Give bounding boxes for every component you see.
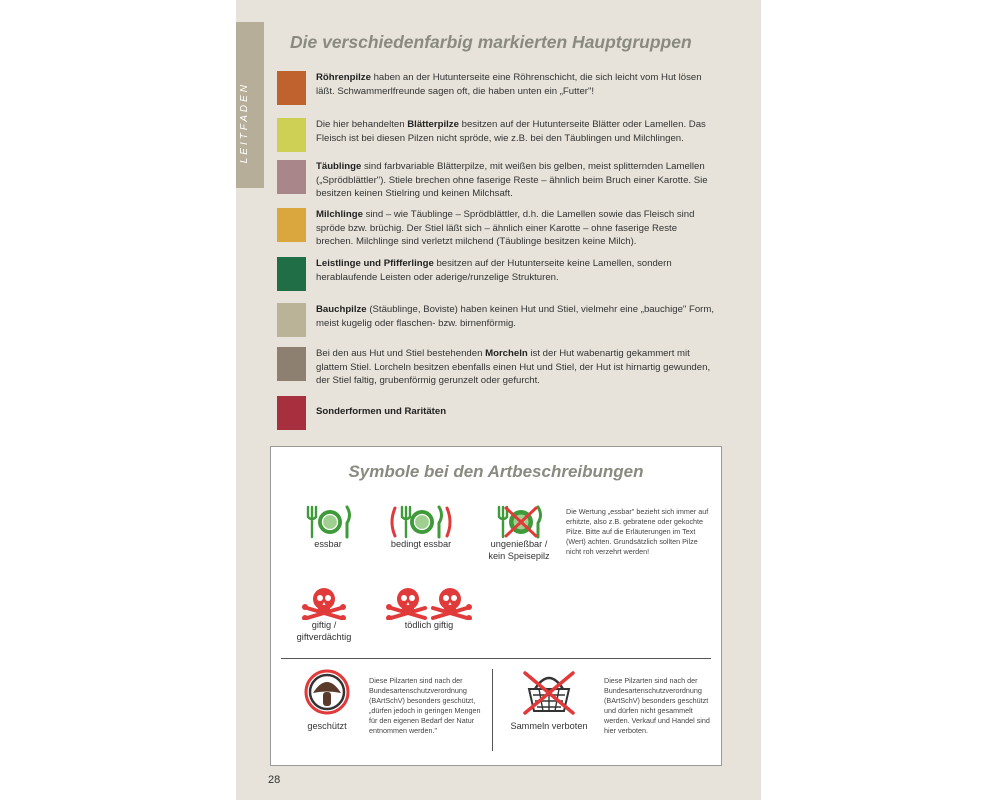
symbol-toedlich-giftig — [383, 586, 475, 632]
symbol-essbar — [293, 505, 363, 551]
symbol-label: giftig / — [311, 620, 337, 630]
color-swatch — [277, 303, 306, 337]
note-essbar: Die Wertung „essbar" bezieht sich immer auf erhitzte, also z.B. gebratene oder gekochte Pilze. Bitte auf die Erläuterungen im Text (Wert) achten. Grundsätzlich sollten Pilze nicht roh verzehrt werden! — [566, 507, 709, 556]
symbol-label: bedingt essbar — [390, 539, 452, 549]
plate-warning-icon — [389, 505, 453, 539]
group-title: Bauchpilze — [316, 304, 367, 315]
page-heading: Die verschiedenfarbig markierten Hauptgruppen — [290, 32, 692, 52]
plate-icon — [303, 505, 353, 539]
symbol-bedingt-essbar — [381, 505, 461, 551]
symbol-label: ungenießbar / — [490, 539, 548, 549]
color-swatch — [277, 396, 306, 430]
symbols-heading: Symbole bei den Artbeschreibungen — [348, 462, 644, 481]
group-desc: (Stäublinge, Boviste) haben keinen Hut und Stiel, vielmehr eine „bauchige" Form, meist kugelig oder flaschen- bzw. birnenförmig. — [316, 304, 715, 329]
divider — [281, 658, 711, 659]
plate-crossed-icon — [494, 505, 544, 539]
group-desc: ist der Hut wabenartig gekammert mit glattem Stiel. Lorcheln besitzen ebenfalls einen Hut und Stiel, der Hut ist hirnartig gewunden, der Stiel faltig, grubenförmig gerunzelt oder gefurcht. — [316, 348, 711, 386]
group-text — [316, 118, 716, 145]
group-desc: besitzen auf der Hutunterseite Blätter oder Lamellen. Das Fleisch ist bei diesen Pilzen nicht spröde, wie z.B. bei den Täublingen und Milchlingen. — [316, 119, 706, 144]
symbol-label: kein Speisepilz — [488, 550, 550, 561]
group-text — [316, 405, 716, 419]
protected-mushroom-icon — [304, 669, 350, 715]
group-text — [316, 257, 716, 284]
group-title: Röhrenpilze — [316, 72, 371, 83]
section-tab — [236, 22, 264, 188]
group-text — [316, 347, 716, 388]
basket-crossed-icon — [519, 669, 579, 715]
group-title: Blätterpilze — [407, 119, 459, 130]
symbol-ungeniessbar — [479, 505, 559, 562]
note-geschuetzt: Diese Pilzarten sind nach der Bundesartenschutzverordnung (BArtSchV) besonders geschützt, „dürfen jedoch in geringen Mengen für den eigenen Bedarf der Natur entnommen werden." — [369, 676, 481, 735]
symbol-label: geschützt — [307, 721, 347, 731]
group-desc: sind – wie Täublinge – Sprödblättler, d.h. die Lamellen sowie das Fleisch sind spröde bzw. brüchig. Der Stiel läßt sich – ähnlich einer Karotte – ohne faserige Reste brechen. Milchlinge sind verletzt milchend (Täublinge besitzen keine Milch). — [316, 209, 695, 247]
group-title: Morcheln — [485, 348, 528, 359]
color-swatch — [277, 160, 306, 194]
double-skull-icon — [386, 586, 472, 620]
group-text — [316, 160, 716, 201]
divider-vertical — [492, 669, 493, 751]
group-pre: Die hier behandelten — [316, 119, 408, 130]
group-desc: besitzen auf der Hutunterseite keine Lamellen, sondern herablaufende Leisten oder aderige/runzelige Strukturen. — [316, 258, 672, 283]
group-title: Täublinge — [316, 161, 362, 172]
symbol-geschuetzt — [301, 669, 353, 733]
skull-icon — [301, 586, 347, 620]
group-title: Milchlinge — [316, 209, 363, 220]
symbol-legend-box — [270, 446, 722, 766]
group-text — [316, 303, 716, 330]
color-swatch — [277, 257, 306, 291]
symbol-label: Sammeln verboten — [510, 721, 588, 731]
group-text — [316, 208, 716, 249]
note-sammeln: Diese Pilzarten sind nach der Bundesartenschutzverordnung (BArtSchV) besonders geschützt und dürfen nicht gesammelt werden. Verkauf und Handel sind hier verboten. — [604, 676, 710, 735]
page-number: 28 — [268, 774, 281, 786]
symbol-label: tödlich giftig — [404, 620, 454, 630]
color-swatch — [277, 347, 306, 381]
color-swatch — [277, 118, 306, 152]
group-title: Leistlinge und Pfifferlinge — [316, 258, 434, 269]
color-swatch — [277, 71, 306, 105]
symbol-label: essbar — [314, 539, 342, 549]
group-pre: Bei den aus Hut und Stiel bestehenden — [316, 348, 486, 359]
group-title: Sonderformen und Raritäten — [316, 406, 447, 417]
group-text — [316, 71, 716, 98]
section-tab-label: LEITFADEN — [239, 82, 250, 164]
symbol-giftig — [289, 586, 359, 643]
symbol-label: giftverdächtig — [296, 631, 352, 642]
symbol-sammeln-verboten — [503, 669, 595, 733]
group-desc: haben an der Hutunterseite eine Röhrenschicht, die sich leicht vom Hut lösen läßt. Schwammerlfreunde sagen oft, die haben unten ein „Futter"! — [316, 72, 702, 97]
color-swatch — [277, 208, 306, 242]
group-desc: sind farbvariable Blätterpilze, mit weißen bis gelben, meist splitternden Lamellen („Sprödblättler"). Stiele brechen ohne faserige Reste – ähnlich beim Bruch einer Karotte. Sie besitzen keinen Stielring und keinen Milchsaft. — [316, 161, 708, 199]
